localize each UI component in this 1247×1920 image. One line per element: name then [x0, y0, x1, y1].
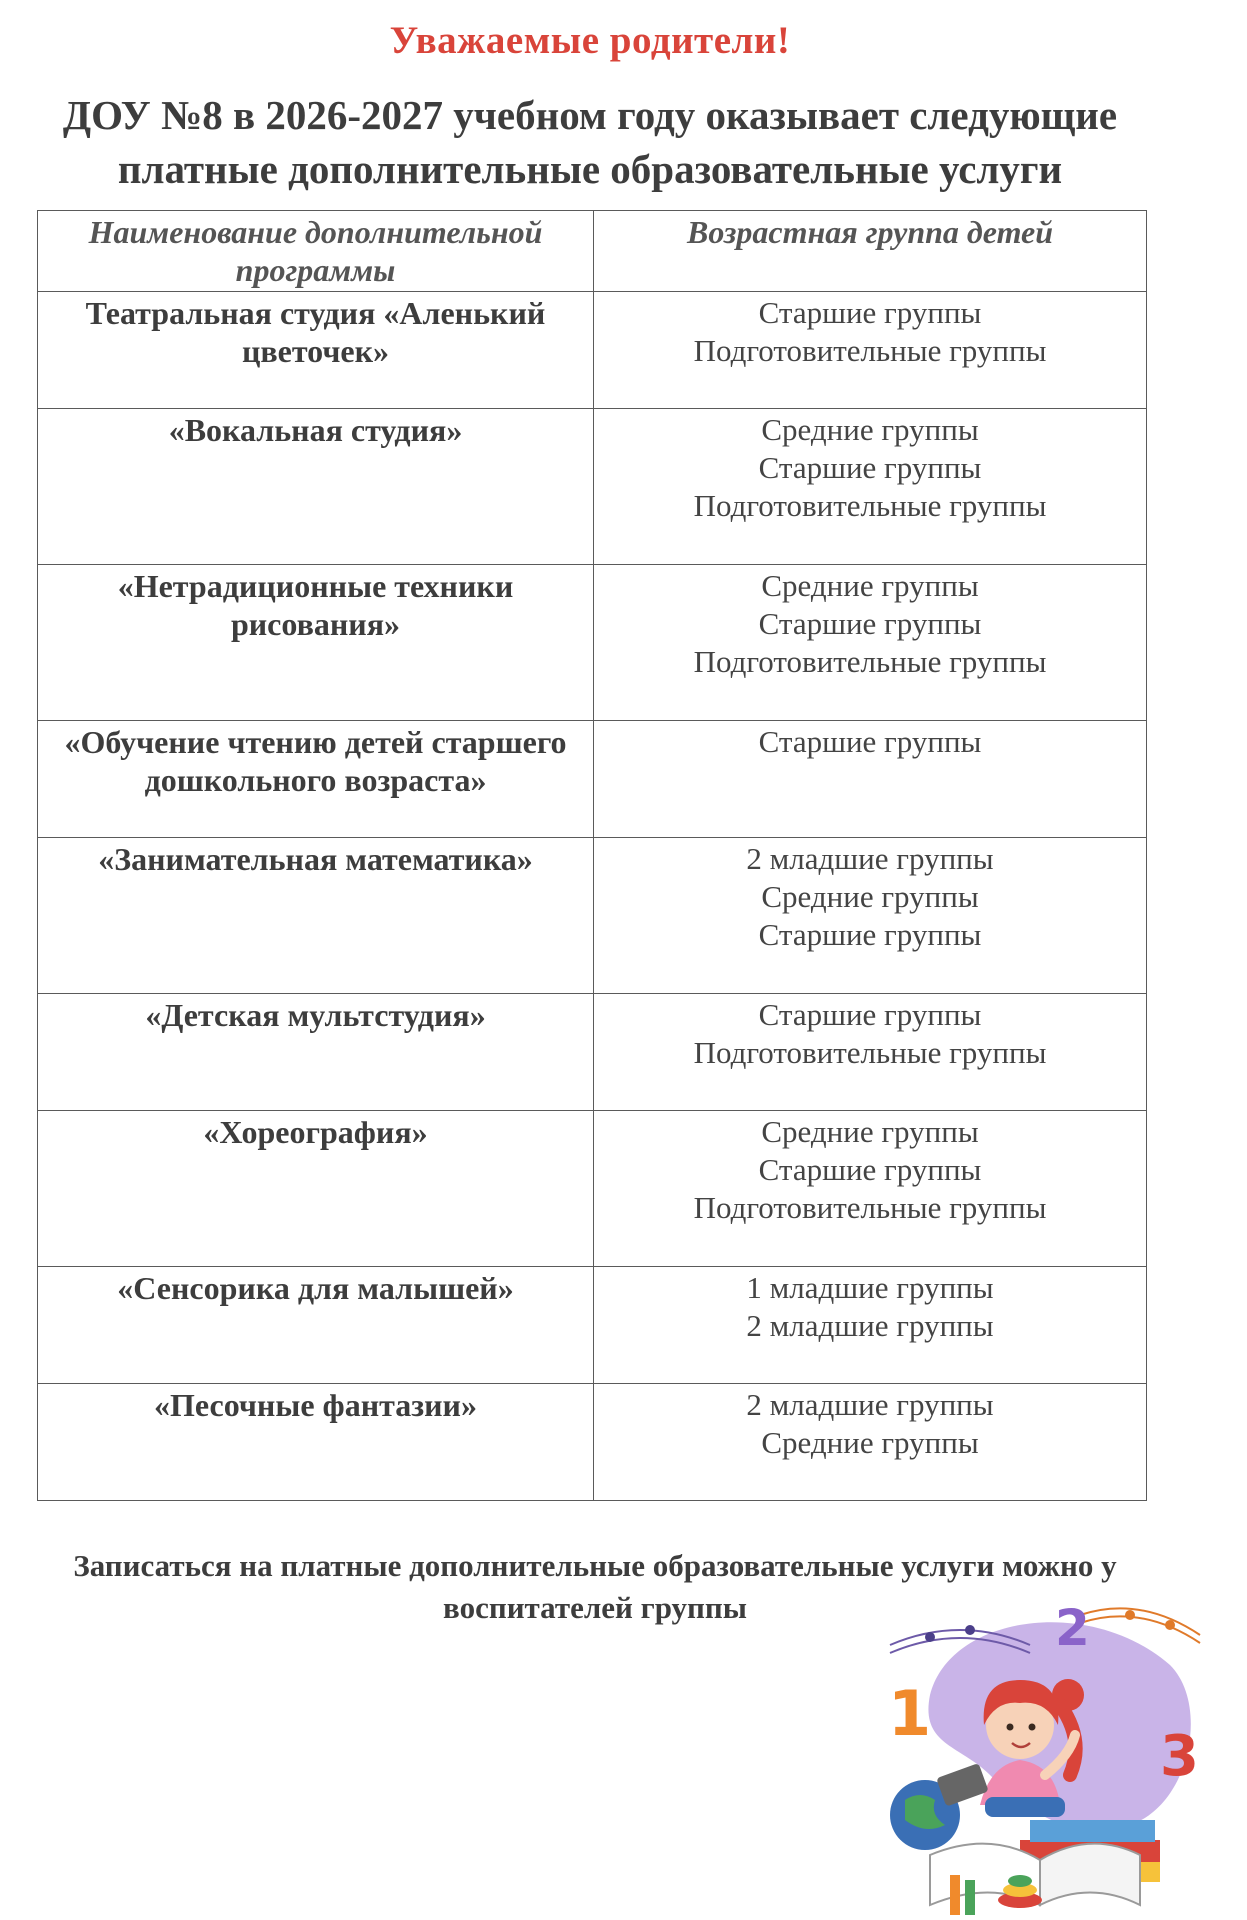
age-group-item: 2 младшие группы — [746, 1308, 994, 1343]
table-row — [38, 721, 1147, 838]
program-name-cell: «Хореография» — [38, 1111, 594, 1267]
age-group-item: Старшие группы — [758, 917, 982, 952]
age-groups-cell — [594, 1384, 1147, 1501]
table-row — [38, 409, 1147, 565]
program-name-cell: Театральная студия «Аленький цветочек» — [38, 292, 594, 409]
program-name-cell: «Занимательная математика» — [38, 838, 594, 994]
age-groups-cell — [594, 721, 1147, 838]
age-group-item: Подготовительные группы — [693, 333, 1047, 368]
age-group-item: 1 младшие группы — [746, 1270, 994, 1305]
age-group-item: Средние группы — [761, 412, 979, 447]
age-group-item: Средние группы — [761, 1114, 979, 1149]
table-row — [38, 292, 1147, 409]
header-program-name: Наименование дополнительной программы — [38, 211, 594, 292]
svg-text:1: 1 — [888, 1677, 932, 1750]
table-row — [38, 1267, 1147, 1384]
age-group-item: Средние группы — [761, 568, 979, 603]
age-group-item: Старшие группы — [758, 450, 982, 485]
girl-reading-books-icon — [870, 1575, 1220, 1915]
svg-text:2: 2 — [1055, 1599, 1090, 1657]
age-group-item: Старшие группы — [758, 1152, 982, 1187]
table-row — [38, 994, 1147, 1111]
age-groups-cell — [594, 409, 1147, 565]
program-name-cell: «Сенсорика для малышей» — [38, 1267, 594, 1384]
age-group-item: Подготовительные группы — [693, 488, 1047, 523]
program-name-cell: «Нетрадиционные техники рисования» — [38, 565, 594, 721]
age-group-item: 2 младшие группы — [746, 841, 994, 876]
age-groups-cell — [594, 565, 1147, 721]
table-row — [38, 565, 1147, 721]
age-groups-cell — [594, 994, 1147, 1111]
table-row — [38, 1384, 1147, 1501]
table-row — [38, 838, 1147, 994]
table-header-row — [38, 211, 1147, 292]
age-group-item: Старшие группы — [758, 295, 982, 330]
program-name-cell: «Обучение чтению детей старшего дошкольного возраста» — [38, 721, 594, 838]
age-group-item: Старшие группы — [758, 724, 982, 759]
age-groups-cell — [594, 1267, 1147, 1384]
table-row — [38, 1111, 1147, 1267]
svg-text:3: 3 — [1160, 1724, 1199, 1789]
age-group-item: Старшие группы — [758, 997, 982, 1032]
header-age-group: Возрастная группа детей — [594, 211, 1147, 292]
age-group-item: Средние группы — [761, 1425, 979, 1460]
program-name-cell: «Детская мультстудия» — [38, 994, 594, 1111]
age-group-item: Средние группы — [761, 879, 979, 914]
age-group-item: Подготовительные группы — [693, 1190, 1047, 1225]
table-body — [38, 292, 1147, 1501]
program-name-cell: «Вокальная студия» — [38, 409, 594, 565]
age-group-item: Старшие группы — [758, 606, 982, 641]
age-group-item: Подготовительные группы — [693, 1035, 1047, 1070]
age-groups-cell — [594, 838, 1147, 994]
services-table — [37, 210, 1147, 1501]
age-group-item: Подготовительные группы — [693, 644, 1047, 679]
page-title: ДОУ №8 в 2026-2027 учебном году оказывает следующие платные дополнительные образовательные услуги — [62, 92, 1118, 192]
enrollment-note: Записаться на платные дополнительные образовательные услуги можно у воспитателей группы — [73, 1548, 1117, 1625]
program-name-cell: «Песочные фантазии» — [38, 1384, 594, 1501]
greeting-title: Уважаемые родители! — [389, 19, 791, 62]
age-groups-cell — [594, 292, 1147, 409]
age-group-item: 2 младшие группы — [746, 1387, 994, 1422]
age-groups-cell — [594, 1111, 1147, 1267]
